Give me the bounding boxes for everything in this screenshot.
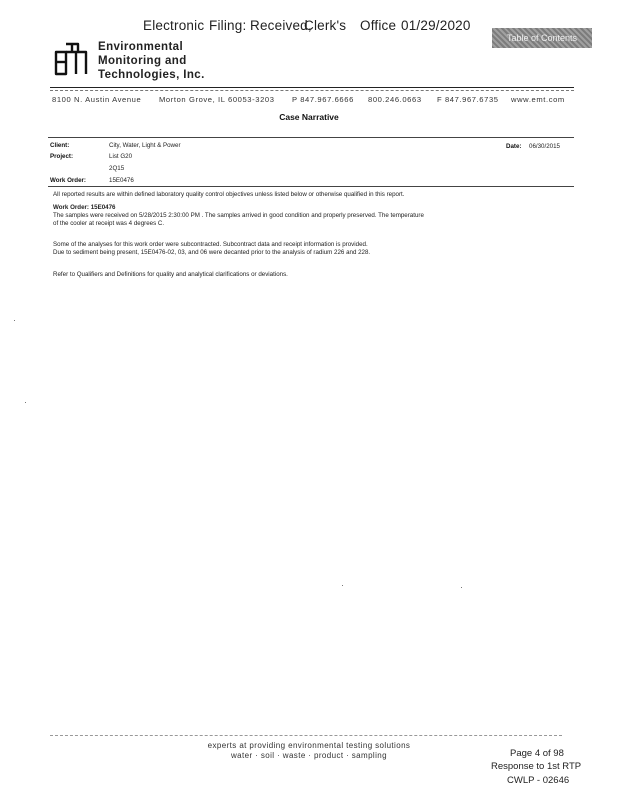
footer-tagline: experts at providing environmental testing solutions — [207, 741, 411, 750]
cwlp-number: CWLP - 02646 — [507, 775, 570, 786]
contact-fax: F 847.967.6735 — [437, 95, 499, 104]
page-title: Case Narrative — [279, 112, 339, 122]
stamp-received: Received, — [250, 18, 312, 33]
date-value: 06/30/2015 — [529, 143, 560, 150]
client-label: Client: — [50, 142, 70, 149]
company-name-line1: Environmental — [98, 41, 184, 53]
scan-speck — [461, 587, 462, 588]
company-name-line2: Monitoring and — [98, 55, 187, 67]
contact-address: 8100 N. Austin Avenue — [52, 95, 142, 104]
contact-tollfree: 800.246.0663 — [368, 95, 422, 104]
stamp-office: Office — [360, 18, 397, 33]
narrative-work-order-heading: Work Order: 15E0476 — [53, 204, 116, 211]
contact-website: www.emt.com — [511, 95, 565, 104]
project-value-2: 2Q15 — [109, 165, 125, 172]
stamp-electronic: Electronic — [143, 18, 205, 33]
client-value: City, Water, Light & Power — [109, 142, 181, 149]
company-name — [98, 40, 205, 82]
header-rule-dashed — [50, 90, 574, 91]
scan-speck — [25, 402, 26, 403]
company-name-line3: Technologies, Inc. — [98, 69, 205, 81]
date-label: Date: — [506, 143, 522, 150]
table-of-contents-button[interactable]: Table of Contents — [492, 28, 592, 48]
stamp-filing: Filing: — [209, 18, 247, 33]
work-order-label: Work Order: — [50, 177, 86, 184]
header-rule — [50, 87, 574, 88]
project-value-1: List G20 — [109, 153, 133, 160]
page-number: Page 4 of 98 — [510, 748, 564, 759]
stamp-clerks: Clerk's — [304, 18, 347, 33]
info-top-rule — [48, 137, 574, 138]
response-label: Response to 1st RTP — [491, 761, 582, 772]
project-label: Project: — [50, 153, 74, 160]
scan-speck — [14, 320, 15, 321]
contact-phone: P 847.967.6666 — [292, 95, 354, 104]
work-order-value: 15E0476 — [109, 177, 134, 184]
info-bottom-rule — [48, 186, 574, 187]
narrative-intro: All reported results are within defined laboratory quality control objectives unless listed below or otherwise qualified in this report. — [53, 191, 405, 198]
narrative-sediment: Due to sediment being present, 15E0476-02, 03, and 06 were decanted prior to the analysis of radium 226 and 228. — [53, 249, 371, 256]
stamp-date: 01/29/2020 — [401, 18, 471, 33]
scan-speck — [342, 585, 343, 586]
narrative-received-line-2: of the cooler at receipt was 4 degrees C. — [53, 220, 165, 227]
narrative-subcontract: Some of the analyses for this work order were subcontracted. Subcontract data and receipt information is provided. — [53, 241, 368, 248]
footer-services: water · soil · waste · product · sampling — [230, 751, 387, 760]
contact-city: Morton Grove, IL 60053-3203 — [159, 95, 275, 104]
footer-rule — [50, 735, 562, 736]
narrative-refer: Refer to Qualifiers and Definitions for quality and analytical clarifications or deviations. — [53, 271, 288, 278]
narrative-received-line-1: The samples were received on 5/28/2015 2:30:00 PM . The samples arrived in good condition and properly preserved. The temperature — [53, 212, 424, 219]
emt-logo-icon — [52, 40, 92, 76]
